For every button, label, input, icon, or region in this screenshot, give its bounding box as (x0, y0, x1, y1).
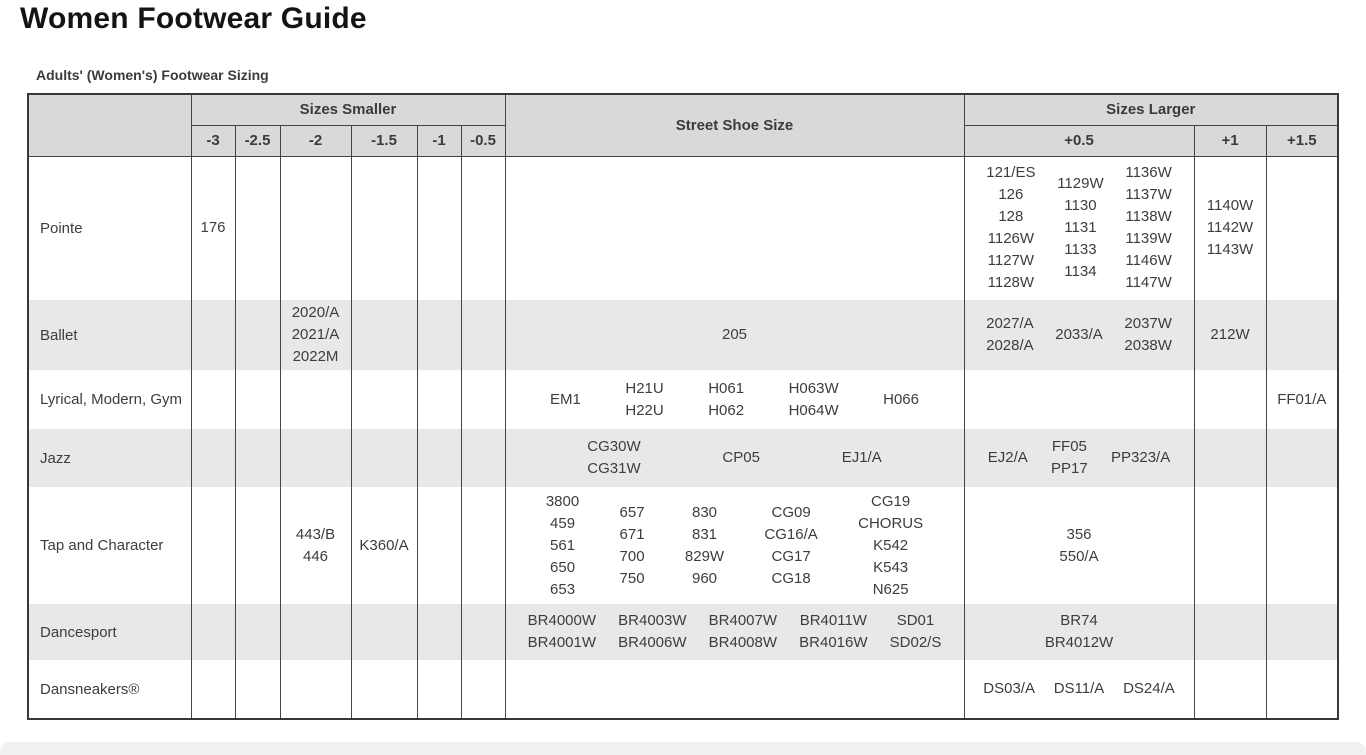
shoe-code: 653 (550, 580, 576, 598)
smaller-size-cell (351, 156, 417, 300)
shoe-code: SD01 (896, 612, 935, 629)
shoe-code: 2020/A (291, 304, 340, 321)
table-row (28, 604, 1338, 660)
shoe-code: CG17 (771, 547, 811, 565)
shoe-code: CG30W (587, 438, 641, 455)
shoe-code-group (546, 491, 579, 601)
shoe-code-group (858, 491, 923, 601)
smaller-size-cell (191, 300, 235, 370)
street-shoe-cell (505, 487, 964, 604)
shoe-code-groups (1267, 389, 1338, 411)
shoe-code-group (281, 302, 351, 368)
street-shoe-cell (505, 300, 964, 370)
smaller-size-cell (461, 604, 505, 660)
col-header-minus-1-5: -1.5 (351, 125, 417, 156)
smaller-size-cell (280, 660, 351, 719)
shoe-code: BR4000W (527, 612, 597, 629)
shoe-code: K542 (873, 536, 909, 554)
table-row (28, 487, 1338, 604)
smaller-size-cell (351, 370, 417, 429)
col-header-plus-1-5: +1.5 (1266, 125, 1338, 156)
larger-size-cell (1194, 487, 1266, 604)
table-row (28, 156, 1338, 300)
larger-size-cell (1266, 604, 1338, 660)
shoe-code-group (709, 610, 777, 654)
larger-size-cell (964, 156, 1194, 300)
shoe-code: 1138W (1125, 208, 1172, 226)
shoe-code-group (1057, 173, 1103, 283)
smaller-size-cell (280, 156, 351, 300)
shoe-code: H22U (625, 401, 664, 419)
table-row (28, 370, 1338, 429)
shoe-code-groups (506, 610, 964, 654)
shoe-code: 3800 (545, 492, 580, 510)
larger-size-cell (964, 660, 1194, 719)
shoe-code: SD02/S (889, 634, 942, 651)
row-label: Pointe (28, 156, 191, 300)
shoe-code: 2021/A (291, 326, 340, 343)
shoe-code: 443/B (295, 525, 336, 543)
shoe-code: 176 (200, 219, 226, 237)
shoe-code: 1146W (1125, 252, 1172, 270)
shoe-code-groups (965, 524, 1194, 568)
shoe-code: 2022M (292, 348, 339, 365)
shoe-code: 1147W (1125, 274, 1172, 292)
shoe-code-groups (965, 313, 1194, 357)
shoe-code: 657 (619, 503, 645, 521)
smaller-size-cell (351, 300, 417, 370)
shoe-code: BR4011W (799, 612, 867, 629)
shoe-code: H066 (883, 390, 919, 408)
col-header-minus-3: -3 (191, 125, 235, 156)
shoe-code-group (1277, 389, 1326, 411)
shoe-code: FF05 (1051, 438, 1087, 455)
shoe-code-group (1051, 436, 1088, 480)
smaller-size-cell (461, 429, 505, 487)
larger-size-cell (1266, 300, 1338, 370)
shoe-code-group (587, 436, 640, 480)
shoe-code-group (1207, 195, 1253, 261)
shoe-code: 1142W (1206, 219, 1254, 237)
table-header (28, 94, 1338, 156)
shoe-code-group (1111, 447, 1170, 469)
shoe-code: BR4008W (708, 634, 778, 651)
shoe-code-groups (965, 610, 1194, 654)
larger-size-cell (1266, 660, 1338, 719)
table-row (28, 300, 1338, 370)
smaller-size-cell (191, 660, 235, 719)
smaller-size-cell (191, 370, 235, 429)
smaller-size-cell (235, 370, 280, 429)
larger-size-cell (1194, 429, 1266, 487)
shoe-code: H062 (708, 401, 745, 419)
larger-size-cell (1266, 370, 1338, 429)
shoe-code-group (618, 610, 686, 654)
shoe-code-group (685, 502, 724, 590)
shoe-code: BR4001W (527, 634, 597, 651)
larger-size-cell (1194, 156, 1266, 300)
smaller-size-cell (417, 370, 461, 429)
shoe-code-group (1125, 162, 1171, 294)
shoe-code: 1140W (1206, 197, 1254, 215)
group-header-row (28, 94, 1338, 125)
row-label: Jazz (28, 429, 191, 487)
smaller-size-cell (417, 660, 461, 719)
footwear-sizing-table (27, 93, 1339, 720)
shoe-code: H063W (788, 379, 839, 397)
larger-size-cell (1194, 604, 1266, 660)
street-shoe-cell (505, 429, 964, 487)
shoe-code: PP323/A (1111, 449, 1171, 466)
shoe-code-groups (965, 678, 1194, 700)
shoe-code: 561 (550, 536, 576, 554)
smaller-size-cell (191, 429, 235, 487)
shoe-code-group (1045, 610, 1113, 654)
smaller-size-cell (417, 429, 461, 487)
shoe-code-group (988, 447, 1028, 469)
smaller-size-cell (235, 604, 280, 660)
larger-size-cell (964, 487, 1194, 604)
shoe-code-groups (506, 436, 964, 480)
larger-size-cell (1266, 487, 1338, 604)
shoe-code: 831 (691, 525, 718, 543)
smaller-size-cell (417, 300, 461, 370)
shoe-code: CP05 (722, 449, 760, 466)
smaller-size-cell (280, 429, 351, 487)
shoe-code: CHORUS (858, 514, 924, 532)
shoe-code-group (550, 389, 581, 411)
street-shoe-cell (505, 370, 964, 429)
shoe-code: 1136W (1125, 164, 1172, 182)
shoe-code: 356 (1066, 525, 1092, 543)
smaller-size-cell (461, 370, 505, 429)
shoe-code: 2033/A (1055, 326, 1103, 343)
shoe-code-group (799, 610, 867, 654)
shoe-code: 960 (691, 569, 718, 587)
row-label: Lyrical, Modern, Gym (28, 370, 191, 429)
shoe-code-group (842, 447, 882, 469)
shoe-code: 829W (684, 547, 725, 565)
smaller-size-cell (235, 429, 280, 487)
shoe-code-group (352, 535, 417, 557)
shoe-code: BR4016W (799, 634, 868, 651)
shoe-code: 1143W (1206, 241, 1254, 259)
smaller-size-cell (461, 156, 505, 300)
smaller-size-cell (280, 487, 351, 604)
shoe-code: N625 (872, 580, 909, 598)
shoe-code-groups (506, 491, 964, 601)
smaller-size-cell (235, 156, 280, 300)
shoe-code-groups (1195, 195, 1266, 261)
row-label: Ballet (28, 300, 191, 370)
shoe-code: BR4012W (1044, 634, 1114, 651)
shoe-code-group (1124, 313, 1172, 357)
shoe-code-group (1210, 324, 1249, 346)
smaller-size-cell (461, 660, 505, 719)
shoe-code-group (789, 378, 839, 422)
larger-size-cell (964, 604, 1194, 660)
shoe-code-groups (965, 436, 1194, 480)
larger-size-cell (1266, 429, 1338, 487)
shoe-code: 459 (550, 514, 576, 532)
larger-size-cell (964, 370, 1194, 429)
smaller-size-cell (461, 300, 505, 370)
shoe-code: DS24/A (1123, 680, 1175, 697)
smaller-size-cell (351, 429, 417, 487)
shoe-code-group (1059, 524, 1098, 568)
shoe-code: CG18 (771, 569, 811, 587)
shoe-code: 2028/A (986, 337, 1034, 354)
row-label: Dancesport (28, 604, 191, 660)
shoe-code-group (983, 678, 1035, 700)
shoe-code: 1139W (1125, 230, 1172, 248)
shoe-code: BR4006W (618, 634, 687, 651)
shoe-code: 2038W (1124, 337, 1172, 354)
street-shoe-size-header: Street Shoe Size (505, 94, 964, 156)
shoe-code-groups (965, 162, 1194, 294)
shoe-code: 205 (722, 326, 748, 343)
shoe-code: CG31W (587, 460, 641, 477)
shoe-code: 1134 (1064, 263, 1097, 281)
shoe-code: 1127W (987, 252, 1035, 270)
shoe-code: 700 (619, 547, 645, 565)
smaller-size-cell (191, 487, 235, 604)
sizes-smaller-header: Sizes Smaller (191, 94, 505, 125)
table-row (28, 660, 1338, 719)
col-header-minus-2: -2 (280, 125, 351, 156)
smaller-size-cell (235, 300, 280, 370)
smaller-size-cell (235, 487, 280, 604)
smaller-size-cell (351, 604, 417, 660)
shoe-code: H061 (708, 379, 745, 397)
table-body (28, 156, 1338, 719)
shoe-code-group (1054, 678, 1105, 700)
shoe-code-group (192, 217, 235, 239)
shoe-code: FF01/A (1277, 390, 1327, 408)
larger-size-cell (1194, 300, 1266, 370)
shoe-code: 830 (691, 503, 718, 521)
smaller-size-cell (417, 156, 461, 300)
shoe-code: PP17 (1051, 460, 1088, 477)
shoe-code: EJ2/A (987, 449, 1028, 466)
shoe-code-groups (1195, 324, 1266, 346)
shoe-code-group (620, 502, 645, 590)
col-header-minus-0-5: -0.5 (461, 125, 505, 156)
shoe-code-group (281, 524, 351, 568)
shoe-code: 446 (302, 547, 329, 565)
shoe-code: K360/A (359, 536, 409, 554)
shoe-code: DS03/A (983, 680, 1035, 697)
shoe-code: CG09 (771, 503, 811, 521)
shoe-code: EJ1/A (841, 449, 882, 466)
shoe-code-group (1055, 324, 1103, 346)
shoe-code: 212W (1210, 326, 1250, 343)
shoe-code: H064W (788, 401, 839, 419)
row-label: Tap and Character (28, 487, 191, 604)
shoe-code: CG19 (871, 492, 911, 510)
col-header-minus-1: -1 (417, 125, 461, 156)
bottom-bar (0, 742, 1366, 755)
street-shoe-cell (505, 156, 964, 300)
shoe-code: 2027/A (986, 315, 1034, 332)
shoe-code: 650 (550, 558, 576, 576)
page-title: Women Footwear Guide (20, 2, 367, 35)
shoe-code: 1130 (1064, 197, 1097, 215)
shoe-code-group (625, 378, 663, 422)
larger-size-cell (1194, 370, 1266, 429)
shoe-code-group (528, 610, 596, 654)
shoe-code-groups (506, 378, 964, 422)
shoe-code: 126 (998, 186, 1024, 204)
shoe-code: 1128W (987, 274, 1035, 292)
shoe-code: DS11/A (1053, 680, 1105, 697)
shoe-code: 1133 (1064, 241, 1097, 259)
shoe-code: 1137W (1125, 186, 1172, 204)
smaller-size-cell (351, 487, 417, 604)
smaller-size-cell (461, 487, 505, 604)
shoe-code-group (883, 389, 919, 411)
sizes-larger-header: Sizes Larger (964, 94, 1338, 125)
shoe-code: 128 (998, 208, 1024, 226)
shoe-code-group (986, 162, 1035, 294)
smaller-size-cell (280, 370, 351, 429)
shoe-code: 121/ES (986, 164, 1036, 182)
shoe-code: 1131 (1064, 219, 1097, 237)
larger-size-cell (964, 429, 1194, 487)
shoe-code: H21U (625, 379, 664, 397)
larger-size-cell (964, 300, 1194, 370)
shoe-code: K543 (873, 558, 909, 576)
shoe-code: 2037W (1124, 315, 1172, 332)
smaller-size-cell (191, 604, 235, 660)
col-header-plus-0-5: +0.5 (964, 125, 1194, 156)
shoe-code: 1126W (987, 230, 1035, 248)
shoe-code-groups (506, 324, 964, 346)
shoe-code: 1129W (1057, 175, 1104, 193)
larger-size-cell (1194, 660, 1266, 719)
table-row (28, 429, 1338, 487)
smaller-size-cell (280, 300, 351, 370)
shoe-code: CG16/A (764, 525, 818, 543)
shoe-code-group (986, 313, 1034, 357)
smaller-size-cell (417, 604, 461, 660)
smaller-size-cell (235, 660, 280, 719)
col-header-minus-2-5: -2.5 (235, 125, 280, 156)
smaller-size-cell (351, 660, 417, 719)
shoe-code-group (722, 324, 747, 346)
shoe-code: 671 (619, 525, 645, 543)
smaller-size-cell (191, 156, 235, 300)
table-caption: Adults' (Women's) Footwear Sizing (36, 67, 269, 83)
shoe-code-group (890, 610, 942, 654)
street-shoe-cell (505, 660, 964, 719)
shoe-code-group (764, 502, 817, 590)
row-label: Dansneakers® (28, 660, 191, 719)
street-shoe-cell (505, 604, 964, 660)
smaller-size-cell (417, 487, 461, 604)
col-header-plus-1: +1 (1194, 125, 1266, 156)
shoe-code-group (708, 378, 744, 422)
corner-cell (28, 94, 191, 156)
shoe-code: BR4007W (708, 612, 778, 629)
larger-size-cell (1266, 156, 1338, 300)
smaller-size-cell (280, 604, 351, 660)
shoe-code: EM1 (550, 390, 581, 408)
shoe-code: 750 (619, 569, 645, 587)
shoe-code: 550/A (1059, 547, 1099, 565)
shoe-code: BR74 (1060, 612, 1098, 629)
shoe-code: BR4003W (618, 612, 687, 629)
shoe-code-group (1123, 678, 1175, 700)
shoe-code-group (722, 447, 760, 469)
